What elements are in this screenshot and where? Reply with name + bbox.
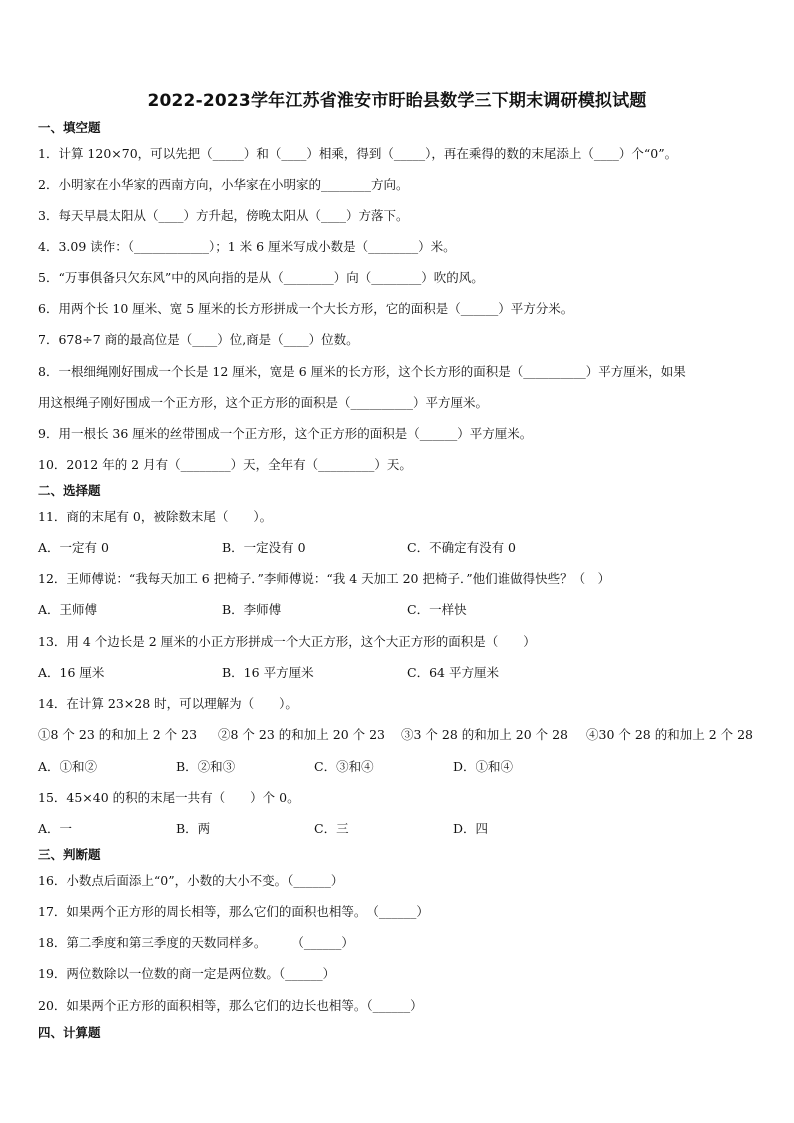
question-8-line-1: 8．一根细绳刚好围成一个长是 12 厘米，宽是 6 厘米的长方形，这个长方形的面积是（__________）平方厘米，如果 — [38, 364, 686, 379]
q14-option-c: C．③和④ — [314, 759, 374, 774]
question-13: 13．用 4 个边长是 2 厘米的小正方形拼成一个大正方形，这个大正方形的面积是（ ） — [38, 634, 536, 649]
question-3: 3．每天早晨太阳从（____）方升起，傍晚太阳从（____）方落下。 — [38, 208, 409, 223]
q11-option-a: A．一定有 0 — [38, 540, 109, 555]
question-15: 15．45×40 的积的末尾一共有（ ）个 0。 — [38, 790, 300, 805]
question-7: 7．678÷7 商的最高位是（____）位,商是（____）位数。 — [38, 332, 359, 347]
q14-statement-2: ②8 个 23 的和加上 20 个 23 — [218, 727, 386, 742]
q14-statement-1: ①8 个 23 的和加上 2 个 23 — [38, 727, 198, 742]
q12-option-a: A．王师傅 — [38, 602, 98, 617]
q13-option-c: C．64 平方厘米 — [407, 665, 499, 680]
question-12: 12．王师傅说：“我每天加工 6 把椅子．”李师傅说：“我 4 天加工 20 把椅子．”他们谁做得快些？（ ） — [38, 571, 611, 586]
section-calculation: 四、计算题 — [38, 1025, 101, 1040]
q14-statement-4: ④30 个 28 的和加上 2 个 28 — [586, 727, 754, 742]
question-5: 5．“万事俱备只欠东风”中的风向指的是从（________）向（________）吹的风。 — [38, 270, 484, 285]
q12-option-c: C．一样快 — [407, 602, 467, 617]
question-9: 9．用一根长 36 厘米的丝带围成一个正方形，这个正方形的面积是（______）平方厘米。 — [38, 426, 533, 441]
section-multiple-choice: 二、选择题 — [38, 483, 101, 498]
question-14: 14．在计算 23×28 时，可以理解为（ ）。 — [38, 696, 298, 711]
q13-option-b: B．16 平方厘米 — [222, 665, 314, 680]
q15-option-a: A．一 — [38, 821, 73, 836]
q15-option-c: C．三 — [314, 821, 349, 836]
question-16: 16．小数点后面添上“0”，小数的大小不变。（______） — [38, 873, 344, 888]
question-19: 19．两位数除以一位数的商一定是两位数。（______） — [38, 966, 336, 981]
section-true-false: 三、判断题 — [38, 847, 101, 862]
q15-option-b: B．两 — [176, 821, 211, 836]
q14-option-a: A．①和② — [38, 759, 98, 774]
question-18: 18．第二季度和第三季度的天数同样多。 （______） — [38, 935, 354, 950]
question-8-line-2: 用这根绳子刚好围成一个正方形，这个正方形的面积是（__________）平方厘米。 — [38, 395, 489, 410]
question-10: 10．2012 年的 2 月有（________）天，全年有（_________）天。 — [38, 457, 412, 472]
question-11: 11．商的末尾有 0，被除数末尾（ ）。 — [38, 509, 273, 524]
q11-option-b: B．一定没有 0 — [222, 540, 306, 555]
q14-statement-3: ③3 个 28 的和加上 20 个 28 — [401, 727, 569, 742]
question-20: 20．如果两个正方形的面积相等，那么它们的边长也相等。（______） — [38, 998, 423, 1013]
page-title: 2022-2023学年江苏省淮安市盱眙县数学三下期末调研模拟试题 — [147, 91, 647, 111]
question-17: 17．如果两个正方形的周长相等，那么它们的面积也相等。 （______） — [38, 904, 429, 919]
question-2: 2．小明家在小华家的西南方向，小华家在小明家的________方向。 — [38, 177, 409, 192]
q12-option-b: B．李师傅 — [222, 602, 282, 617]
q13-option-a: A．16 厘米 — [38, 665, 105, 680]
question-6: 6．用两个长 10 厘米、宽 5 厘米的长方形拼成一个大长方形，它的面积是（______）平方分米。 — [38, 301, 574, 316]
q14-option-b: B．②和③ — [176, 759, 236, 774]
q11-option-c: C．不确定有没有 0 — [407, 540, 516, 555]
question-1: 1．计算 120×70，可以先把（_____）和（____）相乘，得到（_____），再在乘得的数的末尾添上（____）个“0”。 — [38, 146, 678, 161]
q15-option-d: D．四 — [453, 821, 489, 836]
section-fill-blank: 一、填空题 — [38, 120, 101, 135]
q14-option-d: D．①和④ — [453, 759, 514, 774]
question-4: 4．3.09 读作：（____________）；1 米 6 厘米写成小数是（________）米。 — [38, 239, 456, 254]
